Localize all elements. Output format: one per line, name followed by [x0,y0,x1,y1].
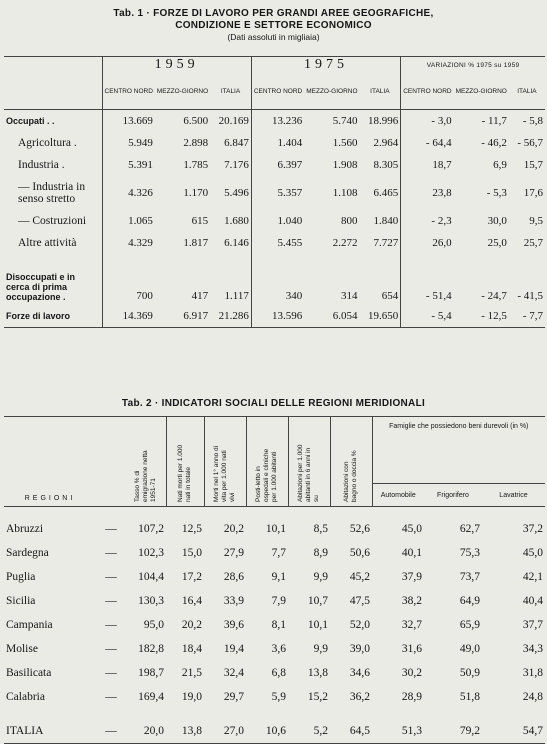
dash-marker: — [105,667,117,679]
year-1959: 1959 [102,57,251,74]
table2-title: Tab. 2 · INDICATORI SOCIALI DELLE REGIONI MERIDIONALI [121,398,426,409]
region-name: Molise [6,643,38,655]
indicator-header-text: Nati morti per 1.000 nati in totale [177,444,192,502]
cell-value: 51,8 [459,691,480,703]
dash-marker: — [105,691,117,703]
cell-value: 42,1 [522,571,543,583]
cell-value: - 11,7 [481,115,507,127]
cell-value: 15,7 [523,159,543,171]
cell-value: 32,7 [401,619,422,631]
table-row [4,517,545,541]
cell-value: 6,8 [271,667,286,679]
cell-value: 104,4 [138,571,164,583]
cell-value: 314 [341,290,358,302]
cell-value: 7.176 [224,159,249,171]
cell-value: - 5,3 [486,187,507,199]
cell-value: 45,2 [349,571,370,583]
cell-value: 12,5 [181,523,202,535]
cell-value: 21,5 [181,667,202,679]
cell-value: 2.898 [183,137,209,149]
cell-value: 13.236 [251,110,304,133]
row-label: Forze di lavoro [4,305,102,328]
cell-value: 39,0 [349,643,370,655]
cell-value: 5.496 [224,187,249,199]
family-goods-header: Famiglie che possiedono beni durevoli (in %) [372,417,545,484]
cell-value: 52,0 [349,619,370,631]
cell-value: 13.596 [251,305,304,328]
cell-value: 19,4 [223,643,244,655]
cell-value: 654 [381,290,399,302]
cell-value: 17,6 [523,187,543,199]
cell-value: - 41,5 [517,290,543,302]
cell-value: 6.465 [373,187,399,199]
table2 [4,416,545,744]
cell-value: 28,9 [401,691,422,703]
cell-value: 17,2 [181,571,202,583]
cell-value: 24,8 [522,691,543,703]
cell-value: 79,2 [424,719,482,744]
cell-value: 5.391 [102,154,155,176]
cell-value: 28,6 [223,571,244,583]
row-label: — Costruzioni [18,215,87,227]
cell-value: 62,7 [459,523,480,535]
cell-value: 50,6 [349,547,370,559]
cell-value: 1.560 [332,137,358,149]
col-header-5: ITALIA [360,73,401,110]
table1-subheader-row [4,73,545,110]
cell-value: - 24,7 [481,290,507,302]
cell-value: 6.397 [251,154,304,176]
indicator-header [126,417,166,507]
cell-value: 29,7 [223,691,244,703]
table-row [4,661,545,685]
cell-value: 130,3 [138,595,164,607]
table1-year-row [4,57,545,74]
cell-value: 18,7 [401,154,454,176]
cell-value: 5.740 [332,115,358,127]
dash-marker: — [105,619,117,631]
cell-value: 615 [191,215,209,227]
cell-value: 6,9 [493,159,507,171]
cell-value: 107,2 [138,523,164,535]
cell-value: 5,9 [271,691,286,703]
dash-marker: — [96,719,126,744]
cell-value: 4.329 [102,232,155,254]
region-name: Sardegna [6,547,49,559]
cell-value: 20,0 [126,719,166,744]
cell-value: 27,9 [223,547,244,559]
cell-value: 14.369 [102,305,155,328]
cell-value: - 3,0 [401,110,454,133]
cell-value: 1.108 [332,187,358,199]
cell-value: 37,2 [522,523,543,535]
col-header-0: CENTRO NORD [102,73,155,110]
cell-value: 5.949 [102,132,155,154]
indicator-header [166,417,204,507]
dash-marker: — [105,595,117,607]
year-1975: 1975 [251,57,400,74]
total-row [4,719,545,744]
cell-value: 45,0 [401,523,422,535]
cell-value: 800 [341,215,358,227]
region-name: Puglia [6,571,36,583]
cell-value: 16,4 [181,595,202,607]
cell-value: 1.040 [251,210,304,232]
indicator-header [246,417,288,507]
row-label: Occupati . . [6,116,55,126]
cell-value: 7.727 [373,237,399,249]
col-header-8: ITALIA [509,73,545,110]
cell-value: 27,0 [204,719,246,744]
cell-value: 9,1 [271,571,286,583]
cell-value: 1.117 [224,290,249,302]
col-header-1: MEZZO-GIORNO [155,73,210,110]
cell-value: 37,9 [401,571,422,583]
indicator-header-text: Morti nel 1° anno di vita per 1.000 nati vivi [213,445,236,502]
cell-value: 49,0 [459,643,480,655]
table-row [4,685,545,709]
table-row [4,154,545,176]
cell-value: 47,5 [349,595,370,607]
cell-value: 10,6 [246,719,288,744]
regions-header: REGIONI [4,417,96,507]
cell-value: 37,7 [522,619,543,631]
cell-value: 10,1 [265,523,286,535]
cell-value: 1.908 [332,159,358,171]
cell-value: 23,8 [401,176,454,210]
cell-value: - 64,4 [401,132,454,154]
family-sub-header: Frigorifero [424,484,482,507]
cell-value: 32,4 [223,667,244,679]
cell-value: 31,8 [522,667,543,679]
cell-value: 8,5 [313,523,328,535]
indicator-header-text: Posti-letto in ospedali e cliniche per 1.000 abitanti [255,448,278,502]
region-name: Calabria [6,691,45,703]
table1-header [0,0,547,43]
cell-value: 26,0 [401,232,454,254]
indicator-header-text: Tasso % di emigrazione netta 1951-71 [133,450,157,502]
cell-value: - 51,4 [401,254,454,305]
dash-marker: — [105,571,117,583]
cell-value: 9,9 [313,571,328,583]
cell-value: 1.840 [373,215,399,227]
dash-marker: — [105,523,117,535]
cell-value: 20,2 [181,619,202,631]
row-label: — Industria in senso stretto [18,181,86,205]
table-row [4,110,545,133]
cell-value: 52,6 [349,523,370,535]
cell-value: 38,2 [401,595,422,607]
cell-value: 700 [102,254,155,305]
region-name: Campania [6,619,53,631]
cell-value: 25,0 [487,237,507,249]
indicator-header [330,417,372,507]
table-row [4,210,545,232]
table-row [4,132,545,154]
cell-value: 19,0 [181,691,202,703]
cell-value: 6.847 [224,137,249,149]
cell-value: 7,7 [271,547,286,559]
region-name: Sicilia [6,595,36,607]
cell-value: 31,6 [401,643,422,655]
table1-title: Tab. 1 · FORZE DI LAVORO PER GRANDI AREE GEOGRAFICHE, [113,8,434,19]
cell-value: 6.917 [155,305,210,328]
region-name: ITALIA [4,719,96,744]
table-row [4,232,545,254]
cell-value: 340 [251,254,304,305]
cell-value: 39,6 [223,619,244,631]
cell-value: 33,9 [223,595,244,607]
cell-value: 25,7 [523,237,543,249]
cell-value: 198,7 [138,667,164,679]
cell-value: 4.326 [102,176,155,210]
cell-value: 73,7 [459,571,480,583]
cell-value: 1.785 [183,159,209,171]
cell-value: 8.305 [373,159,399,171]
cell-value: 15,0 [181,547,202,559]
cell-value: 34,3 [522,643,543,655]
cell-value: - 12,5 [454,305,509,328]
row-label: Disoccupati e in cerca di prima occupazione . [6,272,76,302]
cell-value: 417 [191,290,209,302]
cell-value: 10,7 [307,595,328,607]
cell-value: 3,6 [271,643,286,655]
table-row [4,254,545,305]
cell-value: 8,9 [313,547,328,559]
col-header-7: MEZZO-GIORNO [454,73,509,110]
cell-value: 1.170 [183,187,209,199]
cell-value: 2.272 [332,237,358,249]
col-header-6: CENTRO NORD [401,73,454,110]
cell-value: 21.286 [210,305,251,328]
cell-value: 5.357 [251,176,304,210]
dash-marker: — [105,547,117,559]
cell-value: 5,2 [288,719,330,744]
cell-value: 40,4 [522,595,543,607]
indicator-header-text: Abitazioni con bagno o doccia % [343,450,358,502]
cell-value: - 46,2 [481,137,507,149]
dash-header [96,417,126,507]
cell-value: 1.404 [251,132,304,154]
cell-value: 40,1 [401,547,422,559]
col-header-3: CENTRO NORD [251,73,304,110]
table2-header-row [4,417,545,484]
cell-value: 2.964 [373,137,399,149]
indicator-header [288,417,330,507]
cell-value: - 7,7 [509,305,545,328]
cell-value: 54,7 [482,719,545,744]
cell-value: 51,3 [372,719,424,744]
table-row [4,305,545,328]
cell-value: 102,3 [138,547,164,559]
cell-value: 1.680 [224,215,249,227]
cell-value: 20,2 [223,523,244,535]
table-row [4,541,545,565]
col-header-2: ITALIA [210,73,251,110]
cell-value: 64,5 [330,719,372,744]
cell-value: 45,0 [522,547,543,559]
row-label: Industria . [18,159,65,171]
cell-value: 1.817 [183,237,209,249]
indicator-header-text: Abitazioni per 1.000 abitanti in 6 anni in su [297,444,320,502]
cell-value: 30,2 [401,667,422,679]
cell-value: 20.169 [218,115,249,127]
cell-value: 95,0 [143,619,164,631]
cell-value: 13,8 [307,667,328,679]
cell-value: 10,1 [307,619,328,631]
row-label: Altre attività [18,237,77,249]
cell-value: 15,2 [307,691,328,703]
cell-value: 34,6 [349,667,370,679]
cell-value: 36,2 [349,691,370,703]
table-row [4,613,545,637]
cell-value: 7,9 [271,595,286,607]
cell-value: - 2,3 [401,210,454,232]
cell-value: 30,0 [487,215,507,227]
cell-value: 65,9 [459,619,480,631]
table1 [4,56,545,328]
table-row [4,176,545,210]
cell-value: 6.054 [304,305,359,328]
cell-value: 18.996 [367,115,399,127]
cell-value: 13.669 [102,110,155,133]
cell-value: - 5,8 [522,115,543,127]
cell-value: 19.650 [360,305,401,328]
table-row [4,565,545,589]
region-name: Basilicata [6,667,52,679]
cell-value: 64,9 [459,595,480,607]
cell-value: 18,4 [181,643,202,655]
row-label: Agricoltura . [18,137,77,149]
cell-value: 9,9 [313,643,328,655]
region-name: Abruzzi [6,523,44,535]
cell-value: 75,3 [459,547,480,559]
table1-subtitle: (Dati assoluti in migliaia) [227,32,320,42]
indicator-header [204,417,246,507]
cell-value: 8,1 [271,619,286,631]
cell-value: 182,8 [138,643,164,655]
col-header-4: MEZZO-GIORNO [304,73,359,110]
table1-title-line2: CONDIZIONE E SETTORE ECONOMICO [175,20,372,31]
cell-value: - 56,7 [517,137,543,149]
cell-value: 13,8 [166,719,204,744]
family-sub-header: Lavatrice [482,484,545,507]
cell-value: - 5,4 [401,305,454,328]
cell-value: 5.455 [251,232,304,254]
table-row [4,637,545,661]
cell-value: 6.146 [224,237,249,249]
variation-header: VARIAZIONI % 1975 su 1959 [401,57,545,74]
family-sub-header: Automobile [372,484,424,507]
cell-value: 169,4 [138,691,164,703]
cell-value: 6.500 [183,115,209,127]
cell-value: 1.065 [102,210,155,232]
dash-marker: — [105,643,117,655]
cell-value: 9,5 [529,215,543,227]
cell-value: 50,9 [459,667,480,679]
table-row [4,589,545,613]
